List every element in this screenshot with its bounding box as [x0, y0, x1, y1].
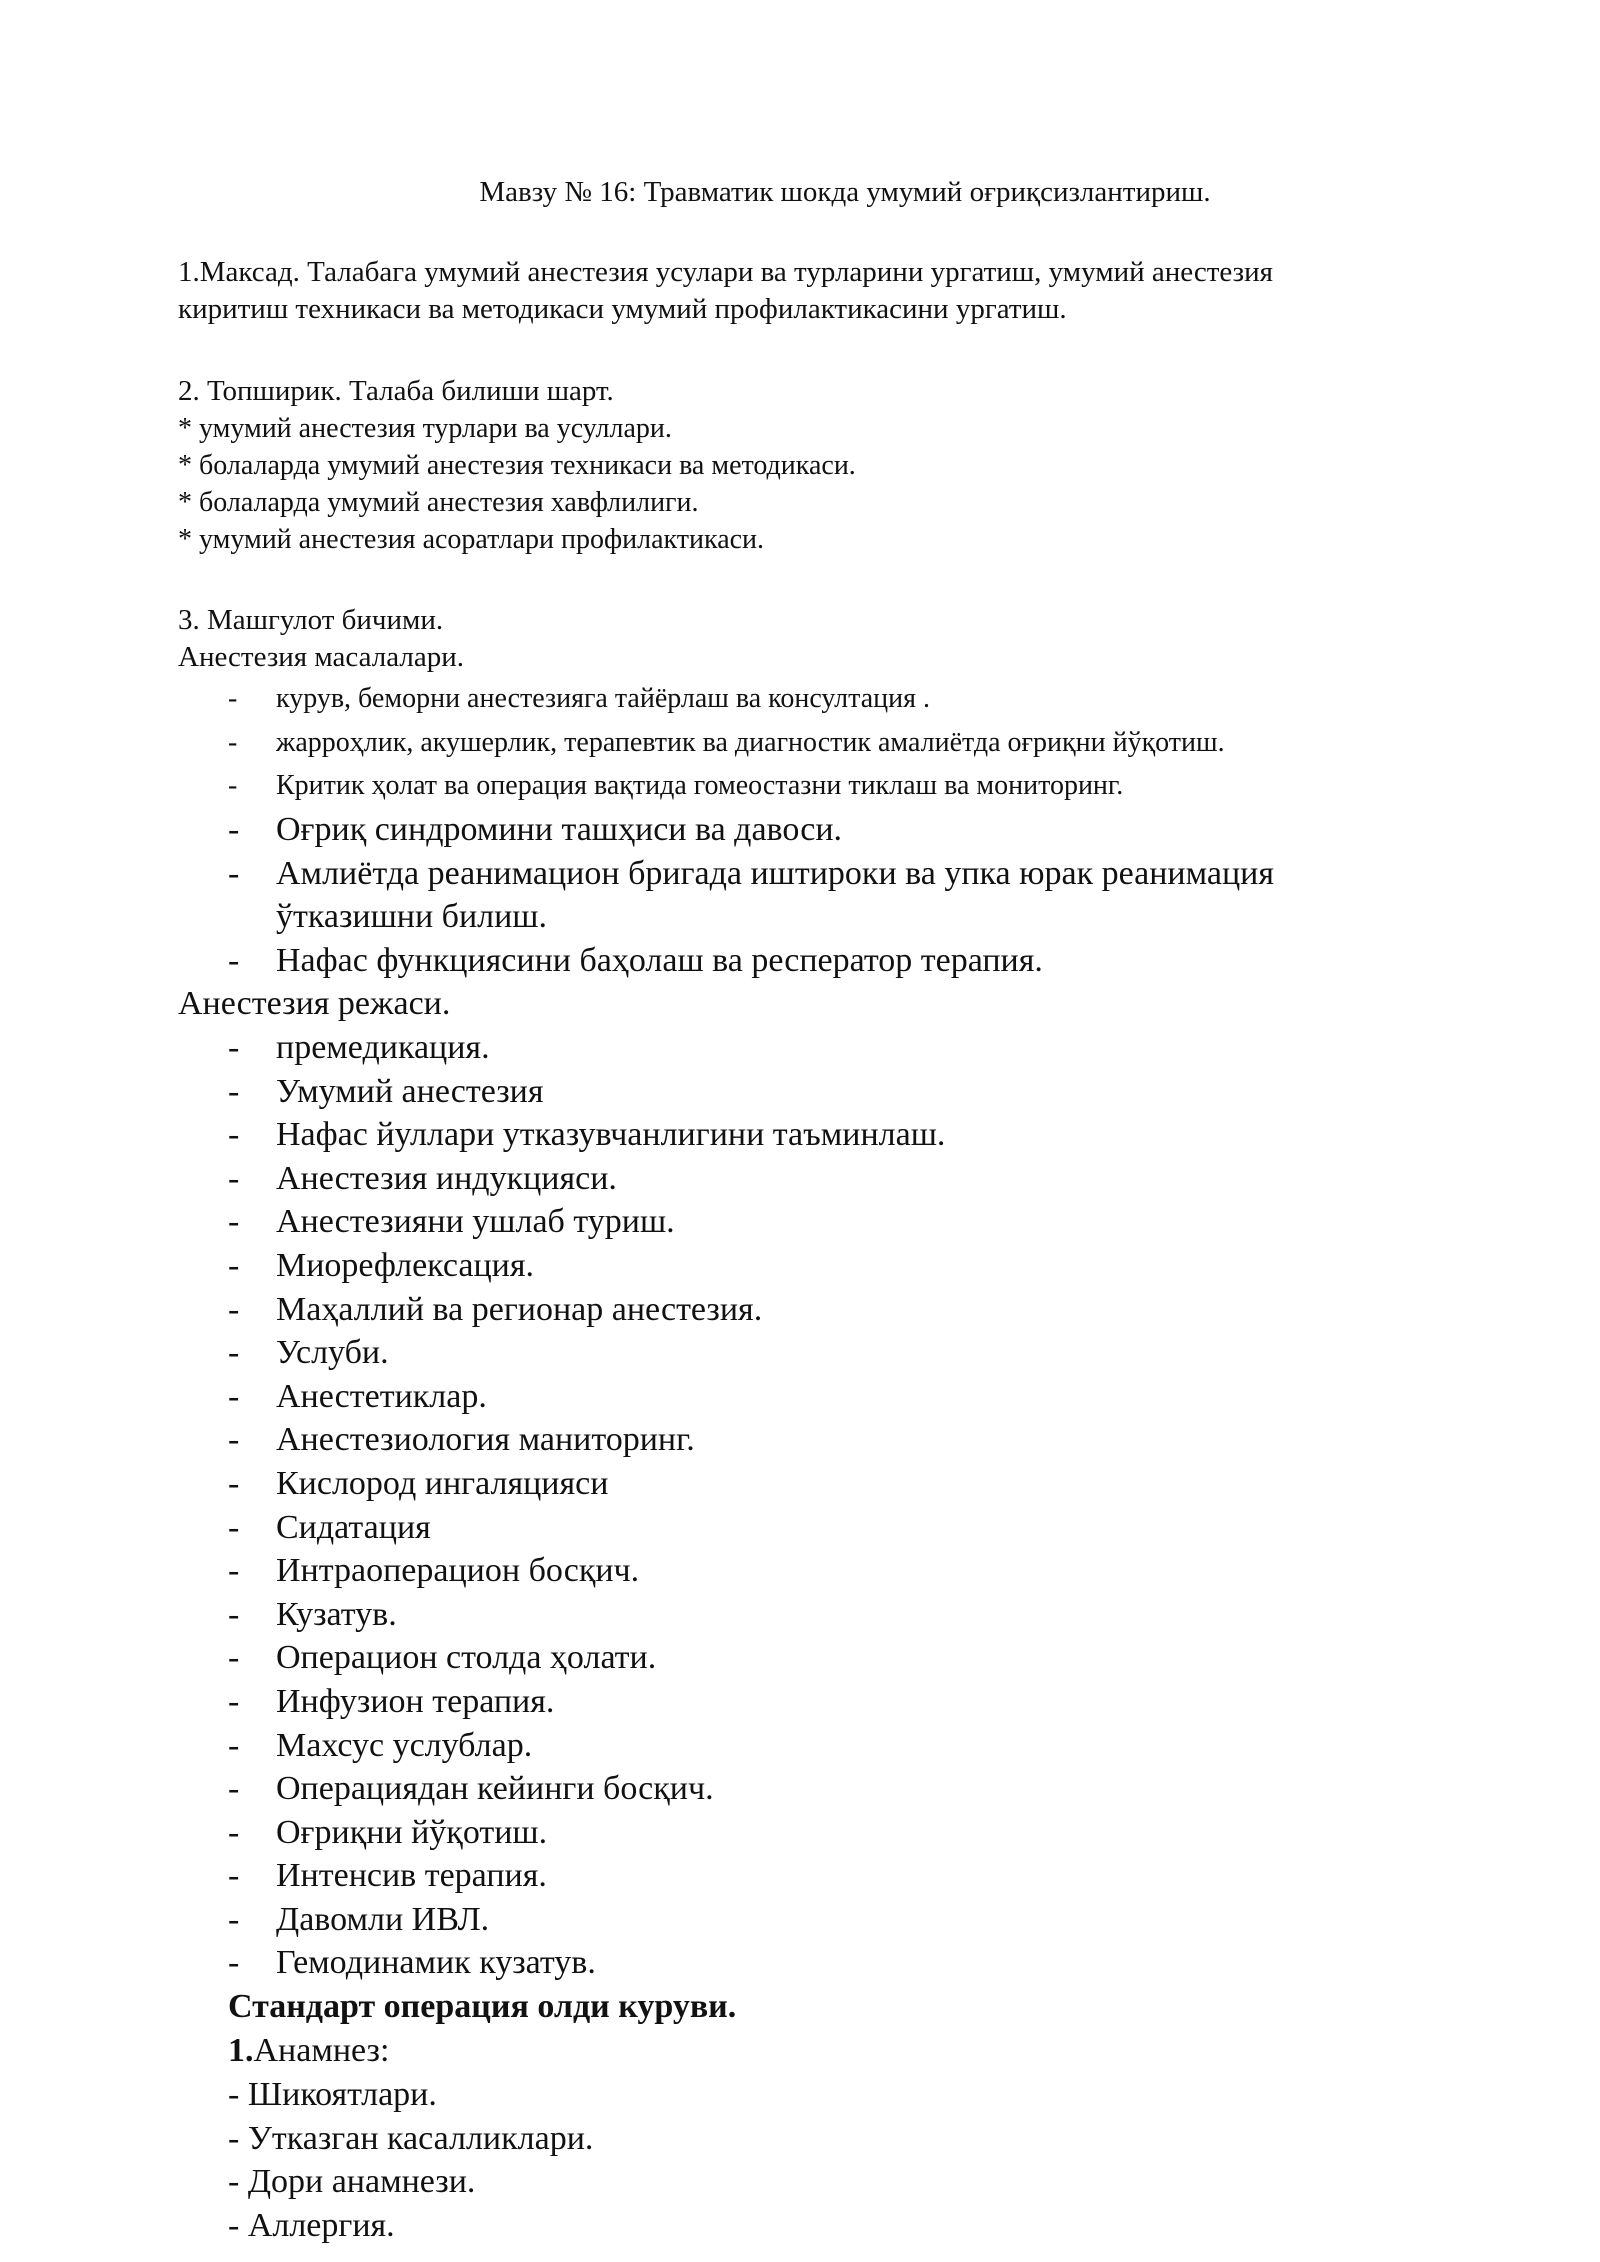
anamnesis-list — [228, 2073, 593, 2247]
dash-bullet: - — [228, 854, 240, 892]
list-item-text: Услуби. — [276, 1334, 389, 1372]
list-item-text: Операцион столда ҳолати. — [276, 1639, 657, 1677]
goal-line-2: киритиш техникаси ва методикаси умумий профилактикасини ургатиш. — [178, 293, 1067, 325]
dash-bullet: - — [228, 1900, 240, 1938]
anamnesis-number: 1. — [228, 2032, 254, 2069]
task-heading: 2. Топширик. Талаба билиши шарт. — [178, 375, 614, 407]
list-item-text: Нафас йуллари утказувчанлигини таъминлаш. — [276, 1116, 946, 1154]
list-item-text: Анестетиклар. — [276, 1377, 487, 1415]
list-item-text: Инфузион терапия. — [276, 1682, 555, 1720]
dash-bullet: - — [228, 1944, 240, 1982]
page-title: Мавзу № 16: Травматик шокда умумий оғриқсизлантириш. — [479, 176, 1211, 208]
dash-bullet: - — [228, 1595, 240, 1633]
list-item: - Дори анамнези. — [228, 2163, 476, 2201]
list-item-text: Интраоперацион босқич. — [276, 1552, 640, 1590]
goal-line-1: 1.Максад. Талабага умумий анестезия усулари ва турларини ургатиш, умумий анестезия — [178, 256, 1273, 288]
dash-bullet: - — [228, 1464, 240, 1502]
dash-bullet: - — [228, 1290, 240, 1328]
list-item-text: Анестезияни ушлаб туриш. — [276, 1203, 675, 1241]
list-item: - Шикоятлари. — [228, 2076, 437, 2113]
task-item: * болаларда умумий анестезия хавфлилиги. — [178, 487, 699, 518]
list-item-text: Умумий анестезия — [276, 1072, 544, 1110]
dash-bullet: - — [228, 1246, 240, 1284]
dash-bullet: - — [228, 1203, 240, 1241]
dash-bullet: - — [228, 1116, 240, 1154]
list-item: - Утказган касалликлари. — [228, 2119, 594, 2157]
standard-heading: Стандарт операция олди куруви. — [228, 1988, 737, 2025]
list-item-text: Сидатация — [276, 1508, 431, 1546]
dash-bullet: - — [228, 1072, 240, 1110]
list-item-text: Анестезиология маниторинг. — [276, 1421, 695, 1459]
list-item-text: Критик ҳолат ва операция вақтида гомеостазни тиклаш ва мониторинг. — [276, 770, 1124, 801]
dash-bullet: - — [228, 1682, 240, 1720]
list-item-text: Гемодинамик кузатув. — [276, 1944, 596, 1982]
dash-bullet: - — [228, 1813, 240, 1851]
anamnesis-heading — [228, 2029, 389, 2073]
list-item-text: Кузатув. — [276, 1595, 397, 1633]
section-format — [178, 602, 464, 676]
dash-bullet: - — [228, 811, 240, 848]
list-item-text: Оғриқ синдромини ташҳиси ва давоси. — [276, 811, 843, 848]
list-item-text: Операциядан кейинги босқич. — [276, 1770, 714, 1808]
dash-bullet: - — [228, 1377, 240, 1415]
list-item-text: Анестезия индукцияси. — [276, 1159, 617, 1197]
list-item-text: Давомли ИВЛ. — [276, 1900, 490, 1938]
dash-bullet: - — [228, 1334, 240, 1372]
dash-bullet: - — [228, 1508, 240, 1546]
list-item-text: Амлиётда реанимацион бригада иштироки ва упка юрак реанимация — [276, 854, 1275, 892]
list-item-text: жарроҳлик, акушерлик, терапевтик ва диагностик амалиётда оғриқни йўқотиш. — [276, 726, 1225, 758]
list-item-text: Интенсив терапия. — [276, 1857, 547, 1895]
list-item-text: Миорефлексация. — [276, 1246, 534, 1284]
list-item-text: Маҳаллий ва регионар анестезия. — [276, 1290, 763, 1328]
anamnesis-label: Анамнез: — [253, 2032, 390, 2069]
task-item: * умумий анестезия асоратлари профилактикаси. — [178, 524, 765, 555]
dash-bullet: - — [228, 683, 238, 714]
list-item-text: Махсус услублар. — [276, 1726, 533, 1764]
list-item-continuation: ўтказишни билиш. — [276, 898, 547, 936]
dash-bullet: - — [228, 1770, 240, 1808]
dash-bullet: - — [228, 1726, 240, 1764]
dash-bullet: - — [228, 1159, 240, 1197]
dash-bullet: - — [228, 1421, 240, 1459]
list-item: - Аллергия. — [228, 2206, 395, 2244]
list-item-text: Нафас функциясини баҳолаш ва респератор терапия. — [276, 941, 1043, 979]
dash-bullet: - — [228, 1639, 240, 1677]
dash-bullet: - — [228, 941, 240, 979]
dash-bullet: - — [228, 1857, 240, 1895]
list-item-text: премедикация. — [276, 1029, 490, 1066]
dash-bullet: - — [228, 1029, 240, 1066]
format-heading: 3. Машгулот бичими. — [178, 604, 444, 636]
dash-bullet: - — [228, 726, 238, 758]
issues-subheading: Анестезия масалалари. — [178, 641, 464, 673]
list-item-text: Оғриқни йўқотиш. — [276, 1813, 548, 1851]
task-item: * умумий анестезия турлари ва усуллари. — [178, 413, 672, 444]
dash-bullet: - — [228, 770, 238, 801]
dash-bullet: - — [228, 1552, 240, 1590]
section-goal — [178, 254, 1273, 328]
task-item: * болаларда умумий анестезия техникаси ва методикаси. — [178, 450, 856, 481]
regime-heading: Анестезия режаси. — [178, 985, 451, 1022]
list-item-text: Кислород ингаляцияси — [276, 1464, 609, 1502]
section-task — [178, 373, 856, 558]
list-item-text: курув, беморни анестезияга тайёрлаш ва консултация . — [276, 683, 930, 714]
